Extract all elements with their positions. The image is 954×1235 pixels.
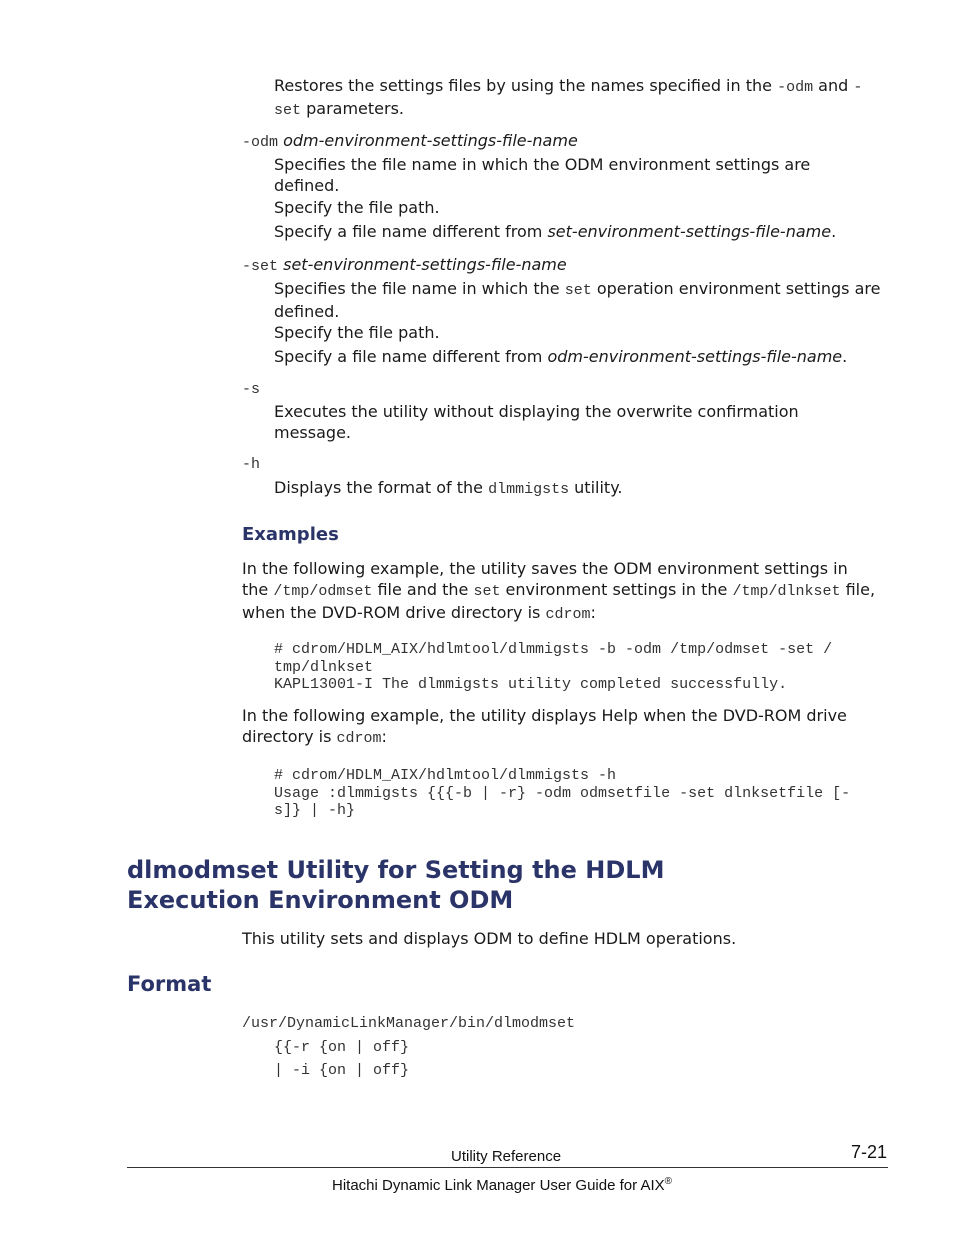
format-option-i: | -i {on | off} [274, 1062, 410, 1079]
code-line: KAPL13001-I The dlmmigsts utility completed successfully. [274, 676, 788, 693]
format-option-r: {{-r {on | off} [274, 1039, 410, 1056]
odm-option-label [242, 130, 578, 153]
h-desc-post: utility. [569, 478, 623, 497]
s-option-desc: Executes the utility without displaying the overwrite confirmation message. [274, 402, 799, 442]
set-code: set [274, 102, 302, 119]
restore-post: parameters. [301, 99, 404, 118]
set-desc-1 [274, 278, 884, 322]
code-line: s]} | -h} [274, 802, 356, 819]
set-code-dash: - [853, 79, 863, 96]
code-line: Usage :dlmmigsts {{{-b | -r} -odm odmsetfile -set dlnksetfile [- [274, 784, 851, 802]
code-line: # cdrom/HDLM_AIX/hdlmtool/dlmmigsts -b -odm /tmp/odmset -set / [274, 641, 833, 658]
ex1-code-dlnkset: /tmp/dlnkset [732, 583, 841, 600]
odm-option-code: -odm [242, 134, 279, 151]
odm-desc-3 [274, 221, 884, 242]
h-option-code: -h [242, 456, 261, 473]
h-desc-code: dlmmigsts [488, 481, 570, 498]
format-heading: Format [127, 972, 212, 996]
s-option-code: -s [242, 381, 261, 398]
restore-and: and [813, 76, 854, 95]
footer-book-title [332, 1171, 672, 1196]
registered-mark: ® [664, 1176, 673, 1187]
ex1-text-1: In the following example, the utility saves the ODM environment settings in the [242, 559, 848, 599]
section-description: This utility sets and displays ODM to define HDLM operations. [242, 929, 737, 948]
example-1-intro [242, 558, 877, 625]
ex2-code-cdrom: cdrom [336, 730, 382, 747]
odm-desc-2: Specify the file path. [274, 198, 440, 217]
book-title-text: Hitachi Dynamic Link Manager User Guide for AIX [332, 1177, 665, 1194]
set-option-arg: set-environment-settings-file-name [283, 255, 567, 274]
footer-chapter: Utility Reference [451, 1148, 562, 1165]
footer-divider [127, 1167, 888, 1168]
code-line: tmp/dlnkset [274, 658, 374, 676]
restore-paragraph [274, 75, 884, 121]
section-title: dlmodmset Utility for Setting the HDLM Execution Environment ODM [127, 856, 665, 914]
ex1-code-odmset: /tmp/odmset [273, 583, 373, 600]
ex1-text-3: environment settings in the [500, 580, 733, 599]
ex1-text-2: file and the [372, 580, 474, 599]
page-number: 7-21 [851, 1142, 888, 1162]
set-desc-1-code: set [564, 282, 592, 299]
set-desc-3 [274, 346, 884, 367]
odm-desc-3-pre: Specify a file name different from [274, 222, 548, 241]
example-1-code [274, 641, 832, 694]
h-option-desc [274, 477, 884, 500]
ex1-code-set: set [473, 583, 501, 600]
format-command: /usr/DynamicLinkManager/bin/dlmodmset [242, 1015, 576, 1032]
code-line: # cdrom/HDLM_AIX/hdlmtool/dlmmigsts -h [274, 767, 617, 784]
set-option-code: -set [242, 258, 279, 275]
h-desc-pre: Displays the format of the [274, 478, 489, 497]
odm-option-arg: odm-environment-settings-file-name [283, 131, 578, 150]
ex1-code-cdrom: cdrom [545, 606, 591, 623]
odm-desc-3-post: . [831, 222, 837, 241]
set-desc-2: Specify the file path. [274, 323, 440, 342]
restore-text: Restores the settings files by using the names specified in the [274, 76, 778, 95]
set-desc-3-post: . [842, 347, 848, 366]
set-desc-1-pre: Specifies the file name in which the [274, 279, 565, 298]
set-desc-3-italic: odm-environment-settings-file-name [547, 347, 843, 366]
examples-heading: Examples [242, 524, 339, 545]
ex2-text-2: : [381, 727, 387, 746]
ex1-text-4: file, when the DVD-ROM drive directory is [242, 580, 876, 622]
set-option-label [242, 254, 567, 277]
ex2-text-1: In the following example, the utility displays Help when the DVD-ROM drive directory is [242, 706, 847, 746]
set-desc-3-pre: Specify a file name different from [274, 347, 548, 366]
odm-desc-3-italic: set-environment-settings-file-name [547, 222, 832, 241]
odm-desc-1: Specifies the file name in which the ODM environment settings are defined. [274, 155, 811, 195]
example-2-code [274, 767, 850, 820]
example-2-intro [242, 705, 877, 749]
odm-code: -odm [777, 79, 814, 96]
ex1-text-5: : [590, 603, 596, 622]
set-desc-1-post: operation environment settings are defined. [274, 279, 881, 321]
